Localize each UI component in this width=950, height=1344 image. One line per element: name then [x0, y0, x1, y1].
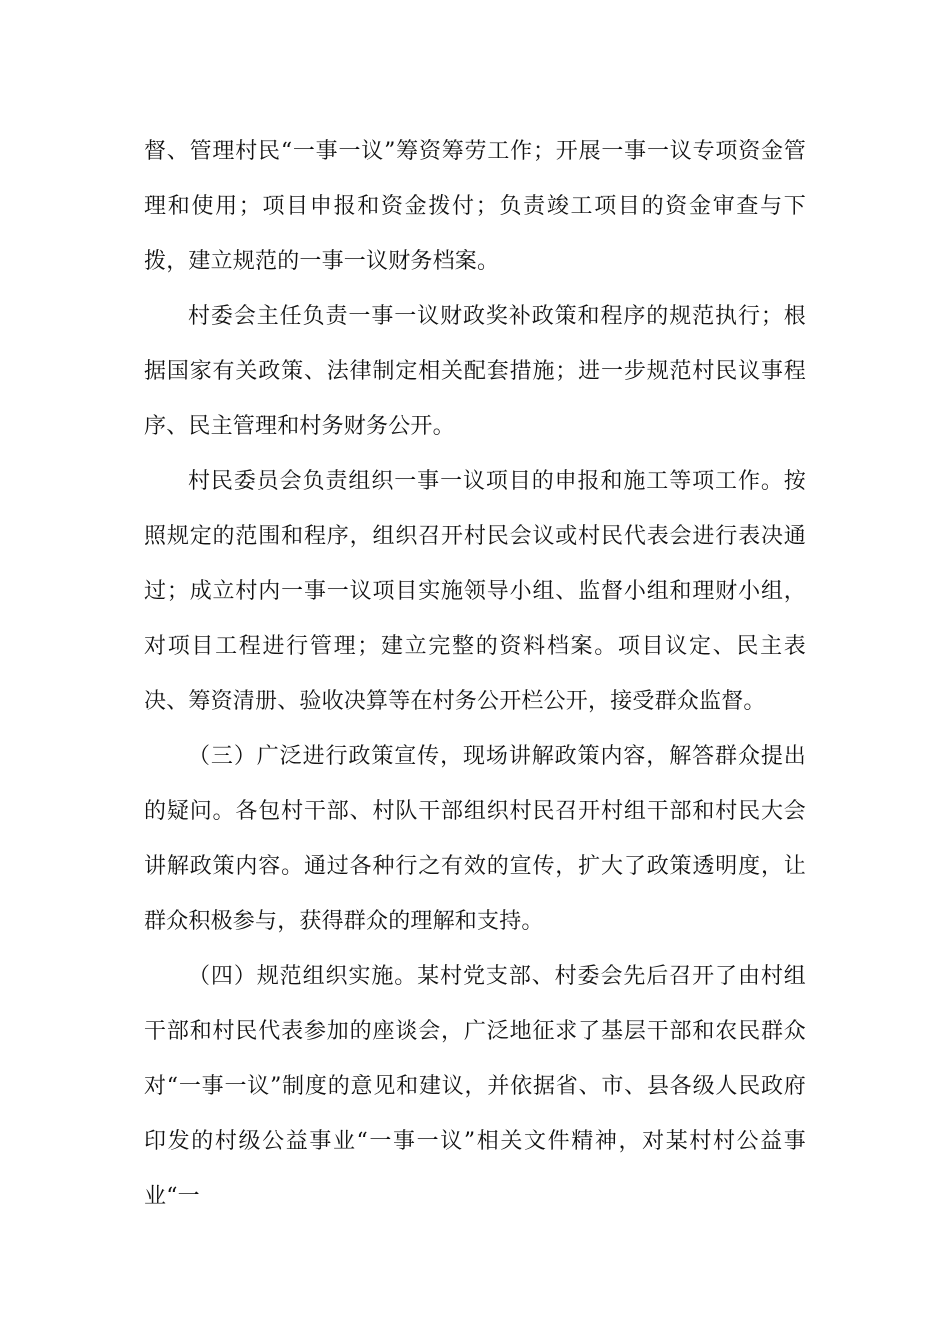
paragraph-policy-publicity: （三）广泛进行政策宣传，现场讲解政策内容，解答群众提出的疑问。各包村干部、村队干部组织村民召开村组干部和村民大会讲解政策内容。通过各种行之有效的宣传，扩大了政策透明度，让群众积极参与，获得群众的理解和支持。 — [144, 744, 806, 934]
document-body — [144, 124, 806, 1224]
paragraph-continuation: 督、管理村民“一事一议”筹资筹劳工作；开展一事一议专项资金管理和使用；项目申报和资金拨付；负责竣工项目的资金审查与下拨，建立规范的一事一议财务档案。 — [144, 139, 806, 274]
paragraph-villagers-committee: 村民委员会负责组织一事一议项目的申报和施工等项工作。按照规定的范围和程序，组织召开村民会议或村民代表会进行表决通过；成立村内一事一议项目实施领导小组、监督小组和理财小组，对项目工程进行管理；建立完整的资料档案。项目议定、民主表决、筹资清册、验收决算等在村务公开栏公开，接受群众监督。 — [144, 469, 806, 714]
paragraph-village-director: 村委会主任负责一事一议财政奖补政策和程序的规范执行；根据国家有关政策、法律制定相关配套措施；进一步规范村民议事程序、民主管理和村务财务公开。 — [144, 304, 806, 439]
paragraph-implementation: （四）规范组织实施。某村党支部、村委会先后召开了由村组干部和村民代表参加的座谈会，广泛地征求了基层干部和农民群众对“一事一议”制度的意见和建议，并依据省、市、县各级人民政府印发的村级公益事业“一事一议”相关文件精神，对某村村公益事业“一 — [144, 964, 806, 1209]
